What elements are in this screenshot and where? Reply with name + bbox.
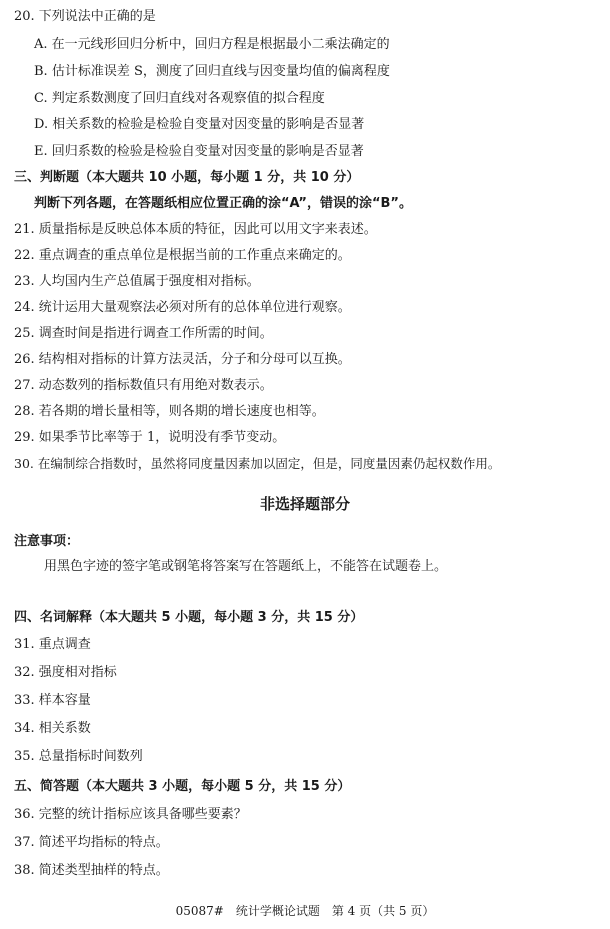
question-37: 37. 简述平均指标的特点。 — [14, 835, 169, 850]
q20-option-d: D. 相关系数的检验是检验自变量对因变量的影响是否显著 — [34, 117, 365, 132]
question-20-stem: 20. 下列说法中正确的是 — [14, 9, 156, 24]
section-3-title: 三、判断题（本大题共 10 小题，每小题 1 分，共 10 分） — [14, 170, 360, 185]
question-34: 34. 相关系数 — [14, 721, 91, 736]
question-29: 29. 如果季节比率等于 1，说明没有季节变动。 — [14, 430, 286, 445]
question-26: 26. 结构相对指标的计算方法灵活，分子和分母可以互换。 — [14, 352, 351, 367]
question-31: 31. 重点调查 — [14, 637, 91, 652]
question-36: 36. 完整的统计指标应该具备哪些要素？ — [14, 807, 247, 822]
question-21: 21. 质量指标是反映总体本质的特征，因此可以用文字来表述。 — [14, 222, 377, 237]
notice-title: 注意事项： — [14, 534, 80, 549]
page-footer: 05087# 统计学概论试题 第 4 页（共 5 页） — [175, 904, 435, 918]
section-3-instruction: 判断下列各题，在答题纸相应位置正确的涂“A”，错误的涂“B”。 — [34, 196, 412, 211]
question-33: 33. 样本容量 — [14, 693, 91, 708]
question-25: 25. 调查时间是指进行调查工作所需的时间。 — [14, 326, 273, 341]
q20-option-a: A. 在一元线形回归分析中，回归方程是根据最小二乘法确定的 — [34, 37, 390, 52]
question-38: 38. 简述类型抽样的特点。 — [14, 863, 169, 878]
question-28: 28. 若各期的增长量相等，则各期的增长速度也相等。 — [14, 404, 325, 419]
question-32: 32. 强度相对指标 — [14, 665, 117, 680]
part-2-title: 非选择题部分 — [259, 495, 350, 513]
question-30: 30. 在编制综合指数时，虽然将同度量因素加以固定，但是，同度量因素仍起权数作用。 — [14, 456, 501, 471]
question-35: 35. 总量指标时间数列 — [14, 749, 143, 764]
section-5-title: 五、简答题（本大题共 3 小题，每小题 5 分，共 15 分） — [14, 779, 351, 794]
notice-text: 用黑色字迹的签字笔或钢笔将答案写在答题纸上，不能答在试题卷上。 — [44, 559, 448, 574]
section-4-title: 四、名词解释（本大题共 5 小题，每小题 3 分，共 15 分） — [14, 610, 364, 625]
question-24: 24. 统计运用大量观察法必须对所有的总体单位进行观察。 — [14, 300, 351, 315]
q20-option-c: C. 判定系数测度了回归直线对各观察值的拟合程度 — [34, 91, 325, 106]
question-23: 23. 人均国内生产总值属于强度相对指标。 — [14, 274, 260, 289]
question-22: 22. 重点调查的重点单位是根据当前的工作重点来确定的。 — [14, 248, 351, 263]
q20-option-b: B. 估计标准误差 S，测度了回归直线与因变量均值的偏离程度 — [34, 64, 390, 79]
question-27: 27. 动态数列的指标数值只有用绝对数表示。 — [14, 378, 273, 393]
q20-option-e: E. 回归系数的检验是检验自变量对因变量的影响是否显著 — [34, 144, 364, 159]
